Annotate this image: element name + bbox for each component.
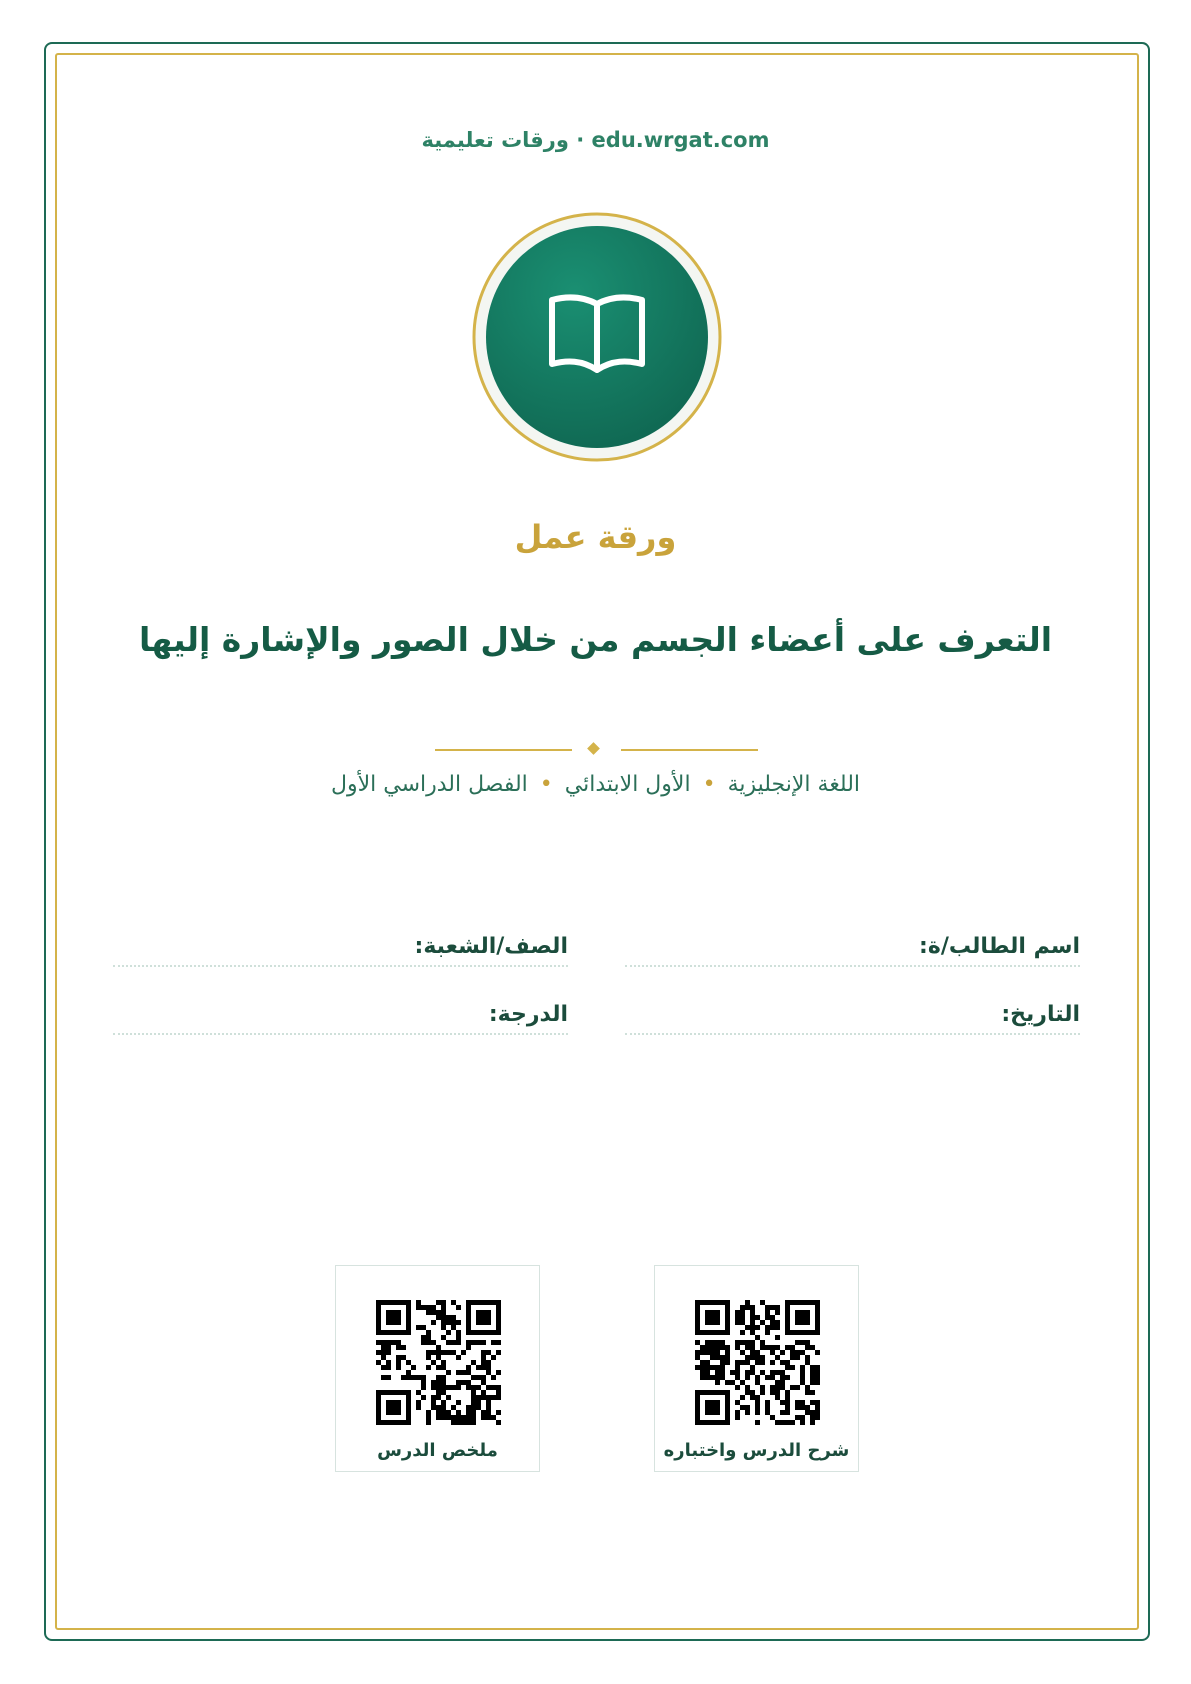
class-section-field[interactable] <box>113 931 568 967</box>
qr-card-explanation[interactable] <box>654 1265 859 1472</box>
subject: اللغة الإنجليزية <box>727 772 861 797</box>
separator-dot-icon: • <box>539 772 553 797</box>
qr-card-summary[interactable] <box>335 1265 540 1472</box>
student-name-field[interactable] <box>625 931 1080 967</box>
qr-code-icon <box>695 1300 820 1425</box>
class-section-label: الصف/الشعبة: <box>414 934 568 959</box>
term: الفصل الدراسي الأول <box>330 772 528 797</box>
qr-caption-explanation: شرح الدرس واختباره <box>663 1440 850 1461</box>
worksheet-label: ورقة عمل <box>514 518 677 556</box>
qr-caption-summary: ملخص الدرس <box>377 1440 498 1461</box>
page-title: التعرف على أعضاء الجسم من خلال الصور والإشارة إليها <box>138 620 1053 659</box>
grade-level: الأول الابتدائي <box>564 772 691 797</box>
grade-label: الدرجة: <box>488 1002 568 1027</box>
emblem <box>472 212 722 462</box>
ornament-divider <box>0 740 1191 760</box>
qr-code-icon <box>376 1300 501 1425</box>
meta-line <box>0 772 1191 797</box>
site-header: ورقات تعليمية · edu.wrgat.com <box>421 128 770 152</box>
date-label: التاريخ: <box>1001 1002 1080 1027</box>
student-name-label: اسم الطالب/ة: <box>919 934 1080 959</box>
separator-dot-icon: • <box>702 772 716 797</box>
grade-field[interactable] <box>113 999 568 1035</box>
date-field[interactable] <box>625 999 1080 1035</box>
